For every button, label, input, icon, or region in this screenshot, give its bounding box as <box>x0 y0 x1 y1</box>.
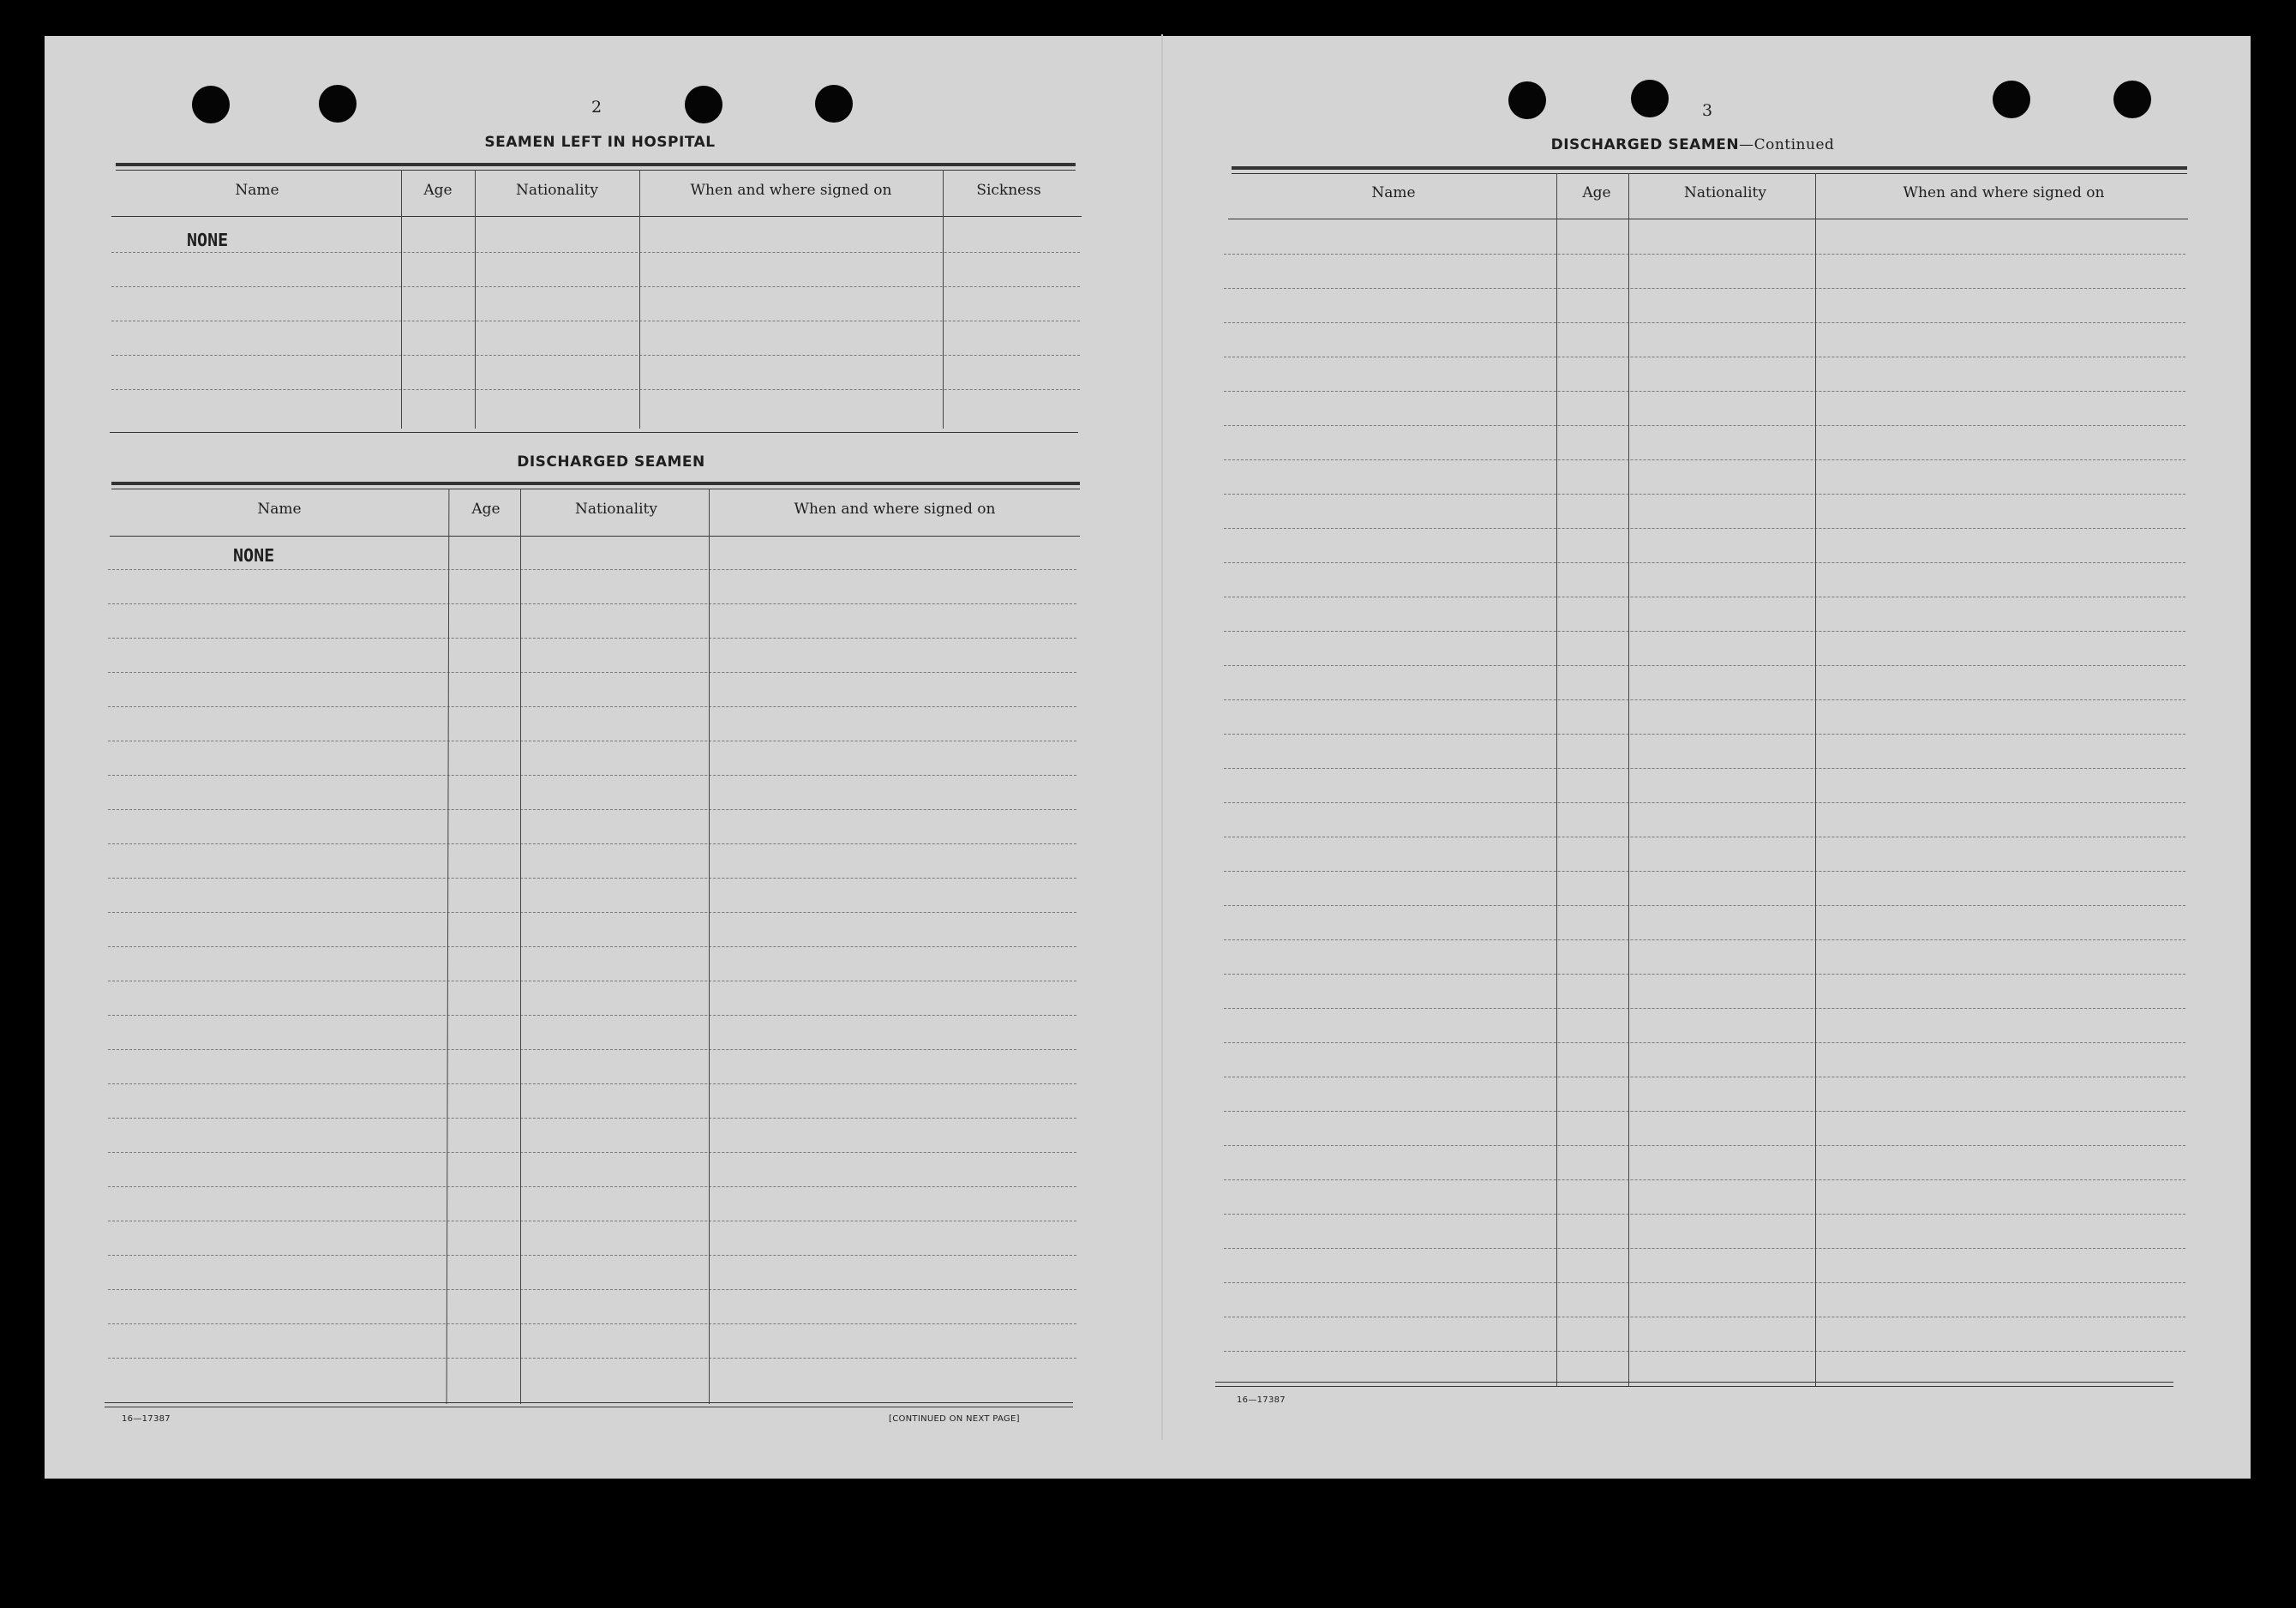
hospital-blank-row <box>111 286 1080 287</box>
discharged-continued-title-suffix: —Continued <box>1739 136 1835 153</box>
discharged-blank-row <box>108 946 1076 947</box>
hospital-col-sickness: Sickness <box>976 182 1041 199</box>
form-number-left: 16—17387 <box>122 1414 171 1424</box>
discharged-col-divider-2 <box>520 489 521 1404</box>
right-blank-row <box>1224 1248 2185 1249</box>
discharged-header-underline <box>110 536 1080 537</box>
discharged-blank-row <box>108 912 1076 913</box>
punch-hole-4 <box>815 85 853 123</box>
discharged-bottom-rule <box>105 1402 1073 1403</box>
hospital-blank-row <box>111 389 1080 390</box>
right-blank-row <box>1224 1282 2185 1283</box>
right-blank-row <box>1224 1179 2185 1180</box>
right-blank-row <box>1224 391 2185 392</box>
form-number-right: 16—17387 <box>1237 1395 1286 1405</box>
hospital-bottom-rule <box>110 432 1078 433</box>
hospital-col-nationality: Nationality <box>516 182 598 199</box>
discharged-blank-row <box>108 706 1076 707</box>
punch-hole-1 <box>192 86 230 123</box>
discharged-col-divider-3 <box>709 489 710 1404</box>
discharged-col-name: Name <box>257 501 302 518</box>
hospital-top-rule-thin <box>116 170 1076 171</box>
right-blank-row <box>1224 974 2185 975</box>
right-col-divider-3 <box>1815 173 1816 1387</box>
discharged-top-rule <box>111 482 1080 485</box>
hospital-section-title: SEAMEN LEFT IN HOSPITAL <box>484 134 716 151</box>
discharged-blank-row <box>108 1186 1076 1187</box>
right-blank-row <box>1224 459 2185 460</box>
discharged-blank-row <box>108 1152 1076 1153</box>
right-blank-row <box>1224 1111 2185 1112</box>
right-blank-row <box>1224 734 2185 735</box>
punch-hole-3 <box>685 86 722 123</box>
right-blank-row <box>1224 905 2185 906</box>
discharged-blank-row <box>108 1049 1076 1050</box>
right-blank-row <box>1224 631 2185 632</box>
punch-hole-6 <box>1631 80 1669 117</box>
discharged-blank-row <box>108 1118 1076 1119</box>
right-blank-row <box>1224 699 2185 700</box>
right-blank-row <box>1224 939 2185 940</box>
punch-hole-8 <box>2113 81 2151 118</box>
right-top-rule-thin <box>1232 173 2187 174</box>
discharged-blank-row <box>108 843 1076 844</box>
right-blank-row <box>1224 1351 2185 1352</box>
right-blank-row <box>1224 288 2185 289</box>
discharged-blank-row <box>108 638 1076 639</box>
right-bottom-rule-2 <box>1215 1386 2173 1387</box>
discharged-blank-row <box>108 603 1076 604</box>
right-blank-row <box>1224 562 2185 563</box>
right-blank-row <box>1224 494 2185 495</box>
discharged-blank-row <box>108 809 1076 810</box>
right-col-age: Age <box>1582 184 1611 201</box>
right-blank-row <box>1224 1008 2185 1009</box>
right-bottom-rule <box>1215 1382 2173 1383</box>
right-blank-row <box>1224 425 2185 426</box>
hospital-col-age: Age <box>423 182 453 199</box>
page-number-right: 3 <box>1702 101 1713 120</box>
page-number-left: 2 <box>591 98 602 117</box>
right-blank-row <box>1224 322 2185 323</box>
discharged-blank-row <box>108 1255 1076 1256</box>
discharged-blank-row <box>108 1015 1076 1016</box>
discharged-blank-row <box>108 1083 1076 1084</box>
right-blank-row <box>1224 528 2185 529</box>
discharged-section-title: DISCHARGED SEAMEN <box>517 453 705 471</box>
right-blank-row <box>1224 802 2185 803</box>
hospital-col-divider-3 <box>639 170 640 429</box>
hospital-blank-row <box>111 252 1080 253</box>
discharged-blank-row <box>108 1358 1076 1359</box>
hospital-col-divider-1 <box>401 170 402 429</box>
hospital-col-signed-on: When and where signed on <box>690 182 892 199</box>
right-blank-row <box>1224 1214 2185 1215</box>
hospital-blank-row <box>111 355 1080 356</box>
right-top-rule <box>1232 166 2187 170</box>
hospital-col-divider-2 <box>475 170 476 429</box>
punch-hole-5 <box>1508 81 1546 119</box>
right-blank-row <box>1224 1042 2185 1043</box>
discharged-col-nationality: Nationality <box>575 501 657 518</box>
right-blank-row <box>1224 665 2185 666</box>
punch-hole-2 <box>319 85 357 123</box>
discharged-col-age: Age <box>471 501 501 518</box>
discharged-blank-row <box>108 1323 1076 1324</box>
right-col-nationality: Nationality <box>1684 184 1766 201</box>
right-col-divider-2 <box>1628 173 1629 1387</box>
right-blank-row <box>1224 254 2185 255</box>
hospital-header-underline <box>111 216 1082 217</box>
discharged-blank-row <box>108 775 1076 776</box>
discharged-blank-row <box>108 1289 1076 1290</box>
hospital-entry-name: NONE <box>187 230 229 250</box>
hospital-top-rule <box>116 163 1076 166</box>
discharged-entry-name: NONE <box>233 545 275 566</box>
page-fold <box>1161 34 1163 1440</box>
discharged-blank-row <box>108 878 1076 879</box>
discharged-blank-row <box>108 569 1076 570</box>
right-blank-row <box>1224 768 2185 769</box>
right-blank-row <box>1224 871 2185 872</box>
right-col-name: Name <box>1371 184 1416 201</box>
discharged-col-signed-on: When and where signed on <box>794 501 996 518</box>
discharged-continued-title <box>1457 136 1928 153</box>
right-col-signed-on: When and where signed on <box>1903 184 2105 201</box>
right-col-divider-1 <box>1556 173 1557 1387</box>
discharged-blank-row <box>108 672 1076 673</box>
right-blank-row <box>1224 1145 2185 1146</box>
punch-hole-7 <box>1993 81 2030 118</box>
discharged-continued-title-main: DISCHARGED SEAMEN <box>1550 136 1740 153</box>
hospital-col-name: Name <box>235 182 279 199</box>
continued-note: [CONTINUED ON NEXT PAGE] <box>889 1414 1020 1424</box>
hospital-col-divider-4 <box>943 170 944 429</box>
